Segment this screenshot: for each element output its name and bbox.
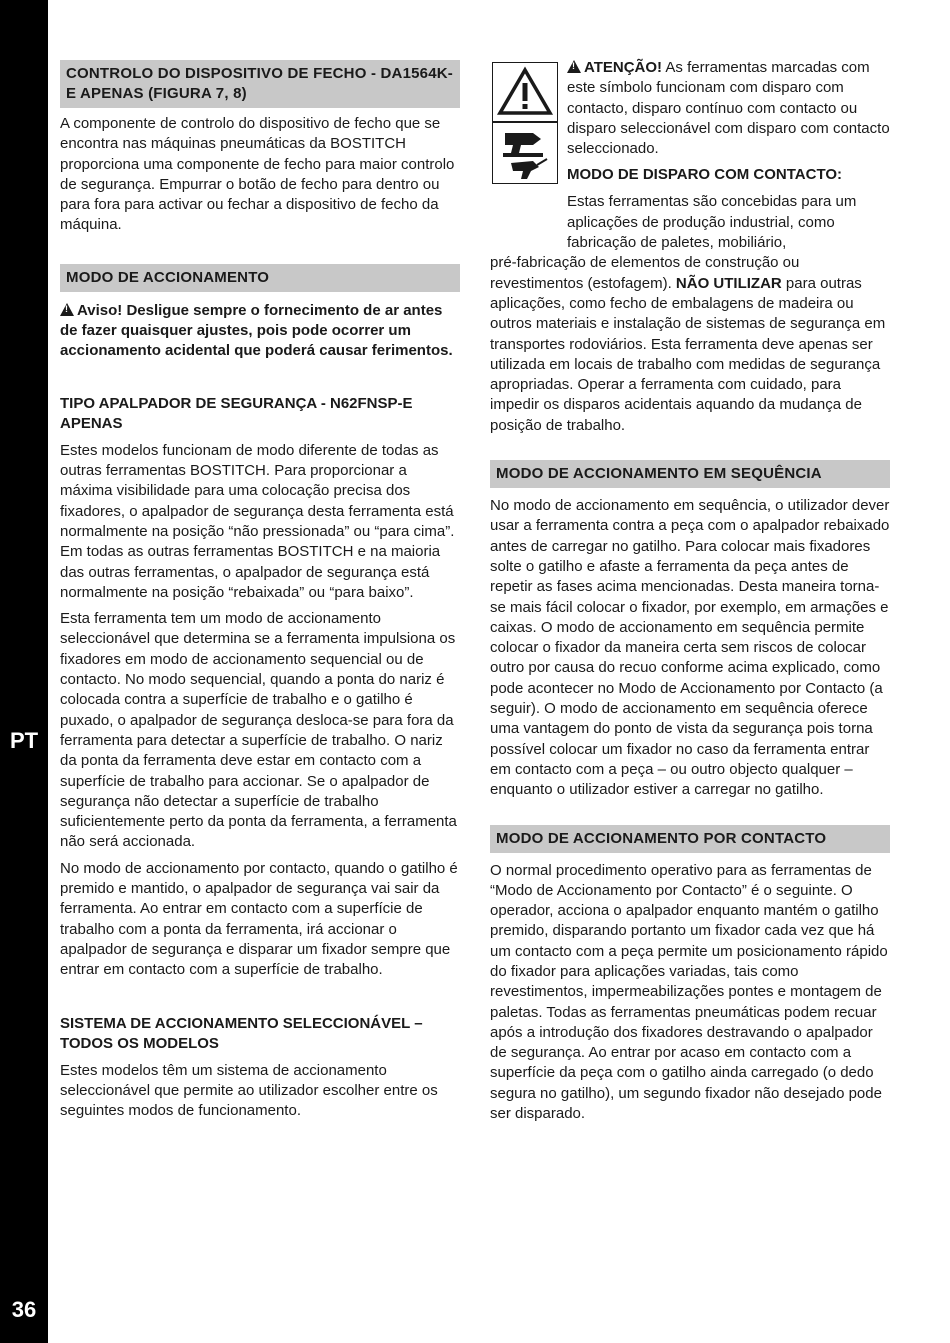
section-header: MODO DE ACCIONAMENTO POR CONTACTO [490,825,890,853]
page-number: 36 [11,1297,37,1322]
paragraph: Estes modelos têm um sistema de accionamento seleccionável que permite ao utilizador escolher entre os seguintes modos de funcionamento. [60,1061,438,1120]
paragraph: No modo de accionamento por contacto, quando o gatilho é premido e mantido, o apalpador de segurança vai sair da ferramenta. Ao entrar em contacto com a superfície de trabalho com a ponta da ferramenta, irá accionar o apalpador de segurança e disparar um fixador sempre que entrar em contacto com a superfície de trabalho. [60,859,458,979]
attention-text: As ferramentas marcadas com este símbolo funcionam com disparo com contacto, disparo contínuo com contacto ou disparo seleccionável com disparo com contacto seleccionado. [567,59,890,158]
section-header: MODO DE ACCIONAMENTO EM SEQUÊNCIA [490,460,890,488]
attention-title: ATENÇÃO! [584,59,663,76]
paragraph: Esta ferramenta tem um modo de accionamento seleccionável que determina se a ferramenta impulsiona os fixadores em modo de accionamento sequencial ou de contacto. No modo sequencial, quando a ponta do nariz é colocada contra a superfície de trabalho e o gatilho é puxado, o apalpador de segurança desloca-se para fora da ferramenta para detectar a superfície de trabalho. O nariz da ponta da ferramenta deve estar em contacto com a superfície de trabalho para accionar. Se o apalpador de segurança não detectar a superfície de trabalho suficientemente perto da ponta da ferramenta, a ferramenta não será accionada. [60,610,457,851]
section-header: CONTROLO DO DISPOSITIVO DE FECHO - DA1564K-E APENAS (FIGURA 7, 8) [60,60,460,108]
right-column [490,58,890,1124]
warning-note [60,301,460,361]
paragraph: Estas ferramentas são concebidas para um aplicações de produção industrial, como fabricação de paletes, mobiliário, [567,193,857,252]
warning-text: Aviso! Desligue sempre o fornecimento de ar antes de fazer quaisquer ajustes, pois pode ocorrer um accionamento acidental que poderá causar ferimentos. [60,301,453,359]
subheading: MODO DE DISPARO COM CONTACTO: [567,166,842,184]
subheading: SISTEMA DE ACCIONAMENTO SELECCIONÁVEL – TODOS OS MODELOS [60,1014,423,1052]
warning-icon [567,60,581,73]
subheading: TIPO APALPADOR DE SEGURANÇA - N62FNSP-E APENAS [60,394,413,432]
paragraph: A componente de controlo do dispositivo de fecho que se encontra nas máquinas pneumáticas da BOSTITCH proporciona uma componente de fecho para maior controlo de segurança. Empurrar o botão de fecho para dentro ou para fora para activar ou fechar a dispositivo de fecho da máquina. [60,115,455,234]
side-bar [0,0,48,1343]
left-column [60,60,460,1121]
warning-icon [60,303,74,316]
paragraph: O normal procedimento operativo para as ferramentas de “Modo de Accionamento por Contacto” é o seguinte. O operador, acciona o apalpador enquanto mantém o gatilho premido, disparando portanto um fixador cada vez que há um contacto com a peça permite um posicionamento rápido do fixador para aplicações variadas, tais como revestimentos, impermeabilizações pontes e montagem de paletas. Todas as ferramentas pneumáticas podem recuar após a introdução dos fixadores destravando o apalpador de segurança. Ao entrar por acaso em contacto com a superfície da peça com o gatilho ainda carregado (o dedo segura no gatilho), um segundo fixador não desejado pode ser disparado. [490,861,888,1123]
language-tab: PT [0,713,48,769]
paragraph: Estes modelos funcionam de modo diferente de todas as outras ferramentas BOSTITCH. Para proporcionar a máxima visibilidade para uma colocação precisa dos fixadores, o apalpador de segurança desta ferramenta está normalmente na posição “não pressionada” ou “para cima”. Em todas as outras ferramentas BOSTITCH e na maioria das outras ferramentas, o apalpador de segurança está normalmente na posição “rebaixada” ou “para baixo”. [60,441,455,601]
section-header: MODO DE ACCIONAMENTO [60,264,460,292]
paragraph: pré-fabricação de elementos de construção ou revestimentos (estofagem). NÃO UTILIZAR para outras aplicações, como fecho de embalagens de madeira ou outros materiais e instalação de sistemas de segurança em transportes rodoviários. Esta ferramenta deve apenas ser utilizada em locais de trabalho com medidas de segurança apropriadas. Operar a ferramenta com cuidado, para impedir os disparos acidentais aquando da mudança de posição de trabalho. [490,254,886,434]
attention-note [567,58,890,159]
paragraph: No modo de accionamento em sequência, o utilizador dever usar a ferramenta contra a peça com o apalpador rebaixado antes de carregar no gatilho. Para colocar mais fixadores solte o gatilho e afaste a ferramenta da peça antes de repetir as fases acima mencionadas. Desta maneira torna-se mais fácil colocar o fixador, por exemplo, em armações e caixas. O modo de accionamento em sequência permite colocar o fixador da maneira certa sem riscos de colocar outro por causa do recuo conforme acima explicado, como pode acontecer no Modo de Accionamento por Contacto (a seguir). O modo de accionamento em sequência oferece uma vantagem do ponto de vista da segurança pois torna possível colocar um fixador no caso da ferramenta entrar em contacto com a peça – ou outro objecto qualquer – enquanto o utilizador estiver a carregar no gatilho. [490,497,890,799]
